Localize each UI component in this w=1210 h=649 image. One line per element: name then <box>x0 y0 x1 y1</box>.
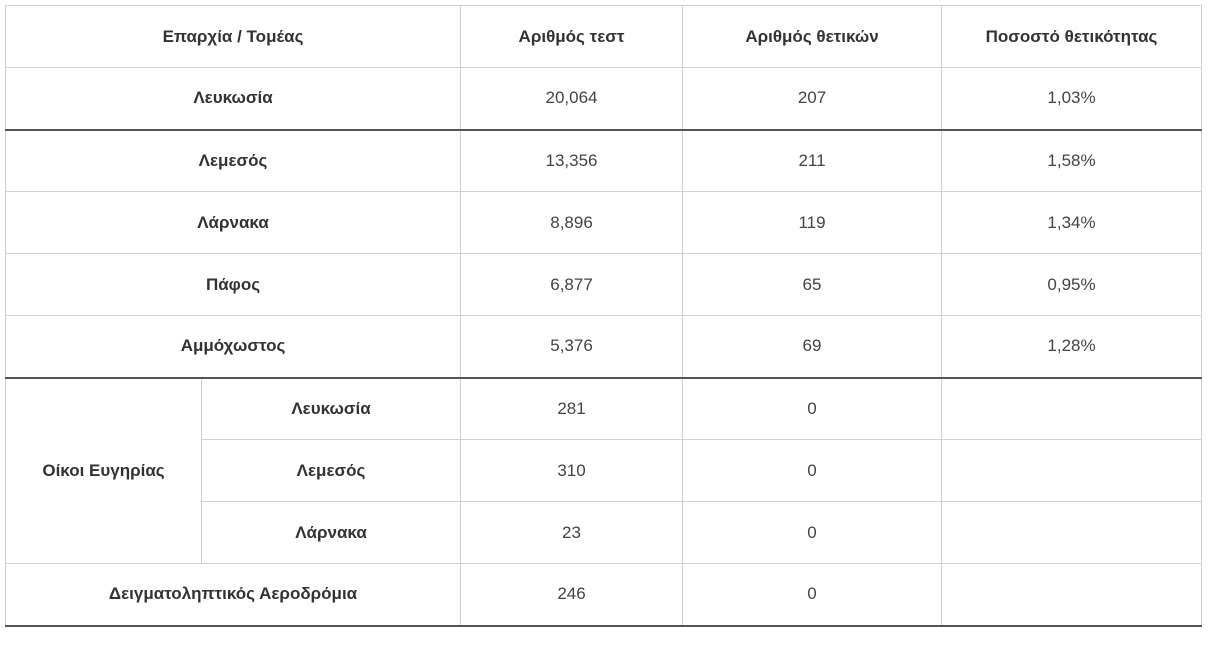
rate-value: 1,03% <box>942 68 1202 130</box>
header-region: Επαρχία / Τομέας <box>6 6 461 68</box>
table-row <box>6 254 1202 316</box>
table-row <box>6 378 1202 440</box>
header-tests: Αριθμός τεστ <box>461 6 683 68</box>
tests-value: 246 <box>461 564 683 626</box>
tests-value: 281 <box>461 378 683 440</box>
positives-value: 0 <box>683 564 942 626</box>
rate-value: 1,58% <box>942 130 1202 192</box>
rate-value: 1,28% <box>942 316 1202 378</box>
care-homes-label: Οίκοι Ευγηρίας <box>6 378 202 564</box>
district-name: Πάφος <box>6 254 461 316</box>
positives-value: 65 <box>683 254 942 316</box>
positives-value: 0 <box>683 378 942 440</box>
rate-value: 1,34% <box>942 192 1202 254</box>
header-rate: Ποσοστό θετικότητας <box>942 6 1202 68</box>
care-home-district: Λευκωσία <box>202 378 461 440</box>
care-home-district: Λεμεσός <box>202 440 461 502</box>
positives-value: 207 <box>683 68 942 130</box>
positives-value: 0 <box>683 440 942 502</box>
airport-label: Δειγματοληπτικός Αεροδρόμια <box>6 564 461 626</box>
positives-value: 119 <box>683 192 942 254</box>
tests-value: 8,896 <box>461 192 683 254</box>
table-row <box>6 68 1202 130</box>
positives-value: 69 <box>683 316 942 378</box>
table-row <box>6 192 1202 254</box>
tests-value: 310 <box>461 440 683 502</box>
testing-results-table <box>5 5 1202 627</box>
rate-value <box>942 564 1202 626</box>
tests-value: 20,064 <box>461 68 683 130</box>
table-header-row <box>6 6 1202 68</box>
tests-value: 23 <box>461 502 683 564</box>
table-row <box>6 564 1202 626</box>
care-home-district: Λάρνακα <box>202 502 461 564</box>
district-name: Αμμόχωστος <box>6 316 461 378</box>
table-row <box>6 130 1202 192</box>
positives-value: 0 <box>683 502 942 564</box>
rate-value <box>942 502 1202 564</box>
tests-value: 13,356 <box>461 130 683 192</box>
district-name: Λάρνακα <box>6 192 461 254</box>
rate-value: 0,95% <box>942 254 1202 316</box>
rate-value <box>942 378 1202 440</box>
tests-value: 6,877 <box>461 254 683 316</box>
header-positives: Αριθμός θετικών <box>683 6 942 68</box>
positives-value: 211 <box>683 130 942 192</box>
district-name: Λευκωσία <box>6 68 461 130</box>
district-name: Λεμεσός <box>6 130 461 192</box>
tests-value: 5,376 <box>461 316 683 378</box>
rate-value <box>942 440 1202 502</box>
table-row <box>6 316 1202 378</box>
